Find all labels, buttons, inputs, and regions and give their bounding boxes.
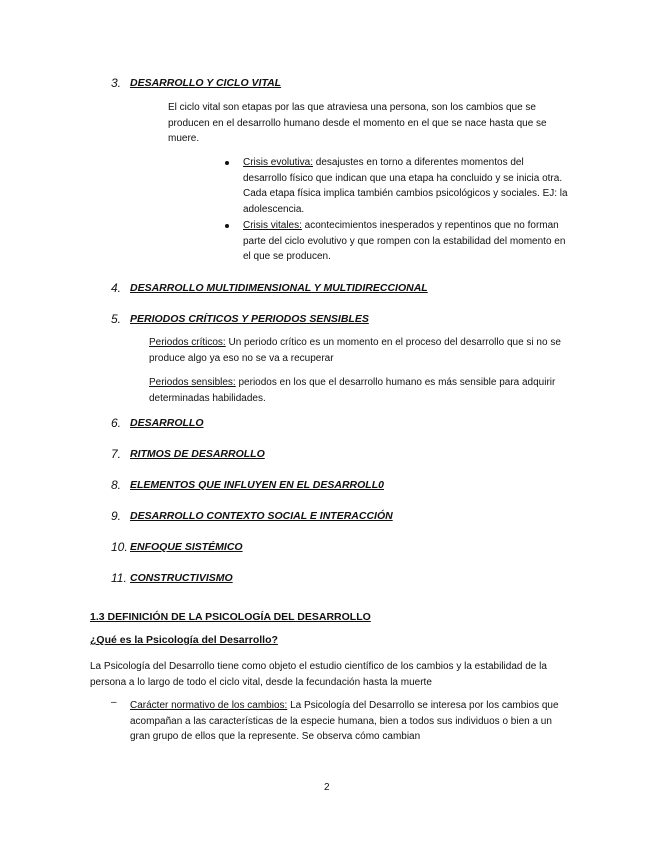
list-heading: ENFOQUE SISTÉMICO — [130, 541, 243, 553]
list-number: 4. — [111, 281, 122, 295]
bullet-icon — [225, 224, 229, 228]
dash-term: Carácter normativo de los cambios: — [130, 700, 288, 711]
list-number: 11. — [111, 571, 127, 585]
bullet-term: Crisis vitales: — [243, 220, 302, 231]
page-number: 2 — [324, 782, 330, 793]
section-title: 1.3 DEFINICIÓN DE LA PSICOLOGÍA DEL DESARROLLO — [90, 611, 371, 623]
bullet-item — [243, 155, 568, 217]
bullet-icon — [225, 161, 229, 165]
periodo-term: Periodos críticos: — [149, 337, 226, 348]
periodo-term: Periodos sensibles: — [149, 377, 236, 388]
bullet-item — [243, 218, 568, 265]
ciclo-vital-intro: El ciclo vital son etapas por las que atraviesa una persona, son los cambios que se producen en el desarrollo humano desde el momento en el que se nace hasta que se muere. — [168, 102, 547, 144]
list-heading: ELEMENTOS QUE INFLUYEN EN EL DESARROLL0 — [130, 479, 384, 491]
periodo-item — [149, 335, 564, 366]
list-number: 10. — [111, 540, 128, 554]
bullet-term: Crisis evolutiva: — [243, 157, 314, 168]
list-heading: DESARROLLO Y CICLO VITAL — [130, 77, 282, 89]
section-question: ¿Qué es la Psicología del Desarrollo? — [90, 634, 278, 646]
section-paragraph: La Psicología del Desarrollo tiene como objeto el estudio científico de los cambios y la estabilidad de la persona a lo largo de todo el ciclo vital, desde la fecundación hasta la muerte — [90, 661, 547, 688]
list-heading: DESARROLLO MULTIDIMENSIONAL Y MULTIDIRECCIONAL — [130, 282, 428, 294]
list-heading: DESARROLLO CONTEXTO SOCIAL E INTERACCIÓN — [130, 510, 393, 522]
periodo-text: Un periodo crítico es un momento en el proceso del desarrollo que si no se produce algo ya eso no se va a recuperar — [149, 337, 561, 364]
list-heading: DESARROLLO — [130, 417, 204, 429]
list-heading: PERIODOS CRÍTICOS Y PERIODOS SENSIBLES — [130, 313, 369, 325]
list-heading: CONSTRUCTIVISMO — [130, 572, 233, 584]
list-number: 3. — [111, 76, 122, 90]
bullet-text: acontecimientos inesperados y repentinos que no forman parte del ciclo evolutivo y que rompen con la estabilidad del momento en el que se producen. — [243, 220, 566, 262]
dash-item — [130, 698, 562, 745]
list-number: 5. — [111, 312, 122, 326]
list-number: 6. — [111, 416, 122, 430]
list-number: 9. — [111, 509, 122, 523]
dash-text: La Psicología del Desarrollo se interesa por los cambios que acompañan a las características de la especie humana, bien a todos sus individuos o bien a un gran grupo de ellos que la represente. Se observa cómo cambian — [130, 700, 559, 742]
bullet-text: desajustes en torno a diferentes momentos del desarrollo físico que indican que una etapa ha concluido y se inicia otra. Cada etapa física implica también cambios psicológicos y sociales. EJ: la adolescencia. — [243, 157, 568, 215]
list-heading: RITMOS DE DESARROLLO — [130, 448, 265, 460]
periodo-text: periodos en los que el desarrollo humano es más sensible para adquirir determinadas habilidades. — [149, 377, 556, 404]
list-number: 8. — [111, 478, 122, 492]
list-number: 7. — [111, 447, 122, 461]
dash-icon: – — [111, 697, 117, 708]
periodo-item — [149, 375, 564, 406]
